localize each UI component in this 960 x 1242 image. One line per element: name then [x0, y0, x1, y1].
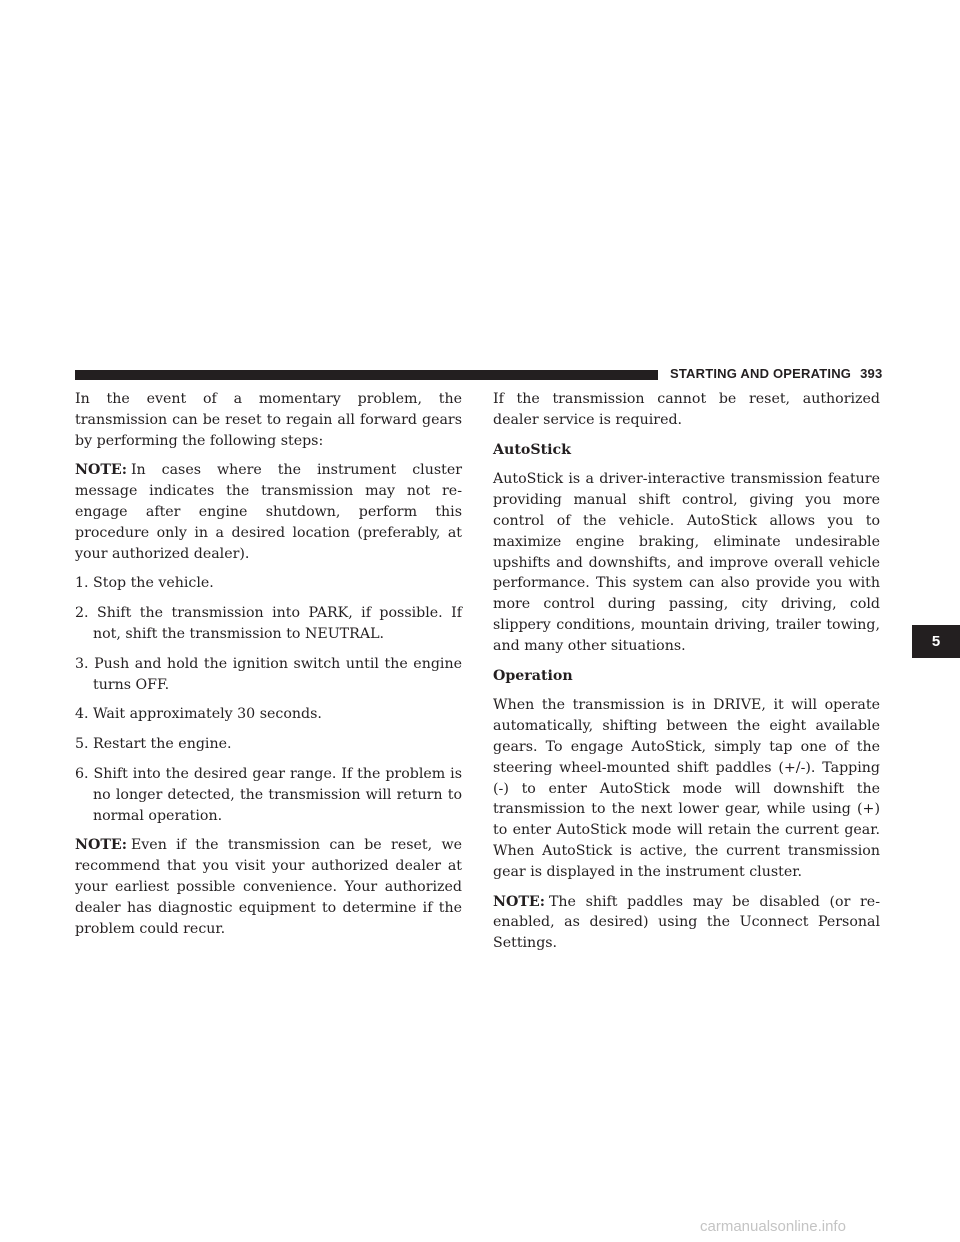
chapter-tab: 5: [912, 625, 960, 658]
step-item: 6. Shift into the desired gear range. If the problem is no longer detected, the transmission will return to normal operation.: [75, 765, 462, 824]
note-paragraph: [493, 892, 880, 954]
step-item: 2. Shift the transmission into PARK, if possible. If not, shift the transmission to NEUTRAL.: [75, 605, 462, 642]
note-text: Even if the transmission can be reset, we recommend that you visit your authorized dealer at your earliest possible convenience. Your authorized dealer has diagnostic equipment to determine if the problem could recur.: [75, 837, 462, 937]
note-label: NOTE:: [75, 837, 127, 854]
page-number: 393: [860, 366, 883, 381]
note-paragraph: [75, 835, 462, 939]
right-column: [493, 389, 880, 963]
running-header: [670, 366, 882, 381]
watermark: carmanualsonline.info: [700, 1218, 846, 1235]
step-item: 5. Restart the engine.: [75, 736, 232, 753]
operation-heading: Operation: [493, 667, 573, 684]
note-text: The shift paddles may be disabled (or re-enabled, as desired) using the Uconnect Personal Settings.: [493, 893, 880, 952]
step-item: 1. Stop the vehicle.: [75, 575, 214, 592]
step-item: 3. Push and hold the ignition switch until the engine turns OFF.: [75, 655, 462, 693]
operation-paragraph: When the transmission is in DRIVE, it will operate automatically, shifting between the eight available gears. To engage AutoStick, simply tap one of the steering wheel-mounted shift paddles (+/-). Tapping (-) to enter AutoStick mode will downshift the transmission to the next lower gear, while using (+) to enter AutoStick mode will retain the current gear. When AutoStick is active, the current transmission gear is displayed in the instrument cluster.: [493, 697, 880, 880]
autostick-heading: AutoStick: [493, 441, 571, 458]
note-paragraph: [75, 460, 462, 564]
continuation-paragraph: If the transmission cannot be reset, authorized dealer service is required.: [493, 391, 880, 428]
step-item: 4. Wait approximately 30 seconds.: [75, 706, 322, 723]
section-title: STARTING AND OPERATING: [670, 366, 852, 381]
note-label: NOTE:: [493, 893, 545, 910]
intro-paragraph: In the event of a momentary problem, the transmission can be reset to regain all forward gears by performing the following steps:: [75, 391, 462, 449]
left-column: [75, 389, 462, 948]
note-label: NOTE:: [75, 462, 127, 479]
note-text: In cases where the instrument cluster message indicates the transmission may not re-engage after engine shutdown, perform this procedure only in a desired location (preferably, at your authorized dealer).: [75, 462, 462, 562]
header-rule: [75, 370, 658, 380]
autostick-paragraph: AutoStick is a driver-interactive transmission feature providing manual shift control, giving you more control of the vehicle. AutoStick allows you to maximize engine braking, eliminate undesirable upshifts and downshifts, and improve overall vehicle performance. This system can also provide you with more control during passing, city driving, cold slippery conditions, mountain driving, trailer towing, and many other situations.: [493, 471, 880, 654]
